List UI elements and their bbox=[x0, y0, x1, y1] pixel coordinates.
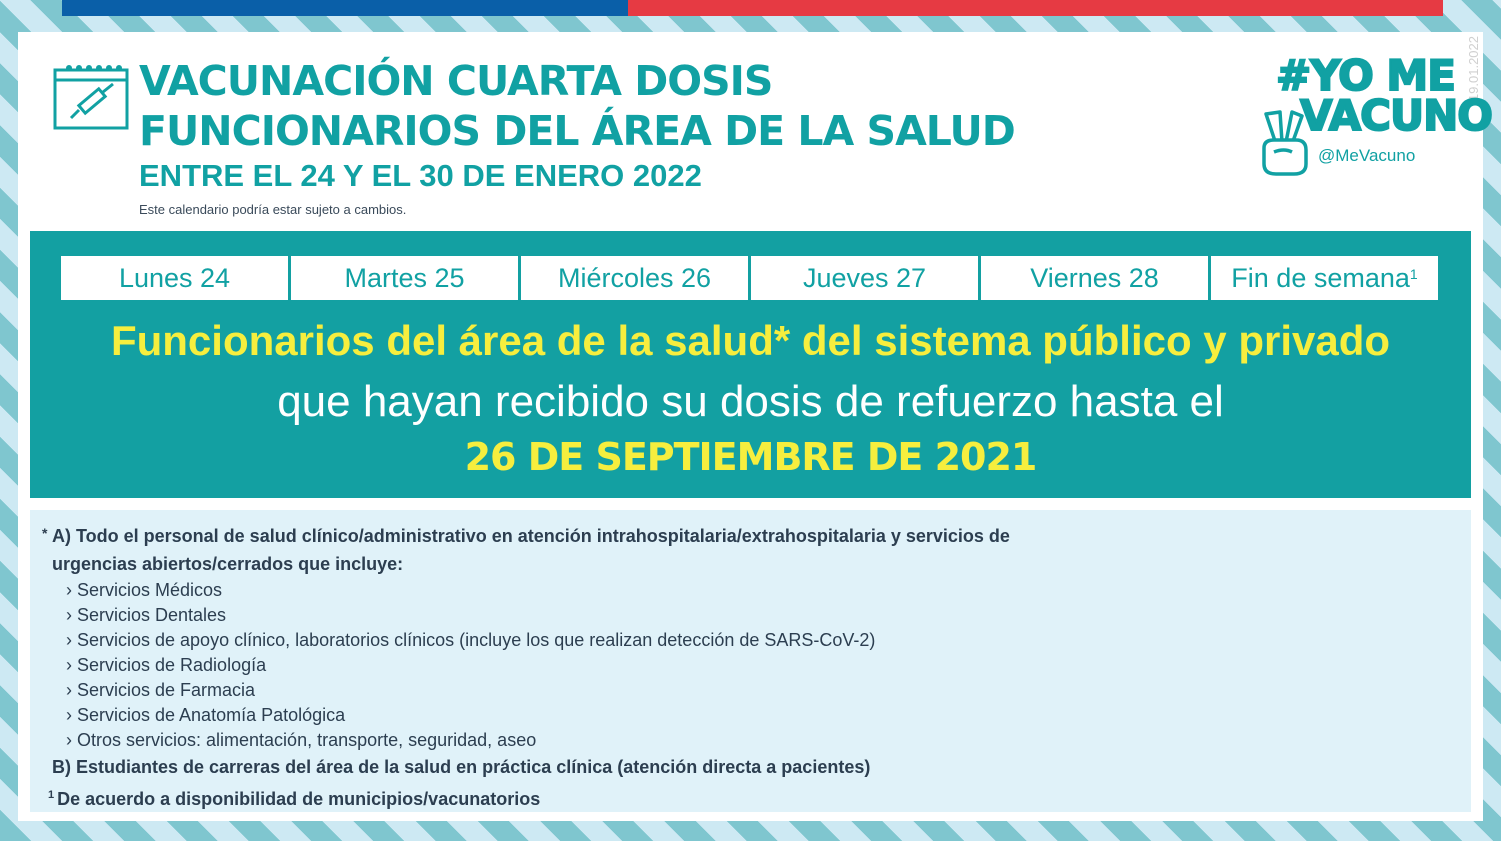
date-stamp: 19.01.2022 bbox=[1466, 36, 1481, 102]
page-title-line-1: VACUNACIÓN CUARTA DOSIS bbox=[139, 57, 773, 105]
footnote-mark: 1 bbox=[48, 789, 55, 801]
note-a-line-2: urgencias abiertos/cerrados que incluye: bbox=[52, 554, 404, 574]
note-b: B) Estudiantes de carreras del área de la salud en práctica clínica (atención directa a pacientes) bbox=[52, 757, 871, 777]
list-item: › Servicios de apoyo clínico, laboratorios clínicos (incluye los que realizan detección de SARS-CoV-2) bbox=[66, 630, 876, 650]
list-item: › Servicios de Radiología bbox=[66, 655, 267, 675]
social-handle: @MeVacuno bbox=[1318, 146, 1416, 165]
day-wednesday: Miércoles 26 bbox=[521, 256, 748, 300]
title-block bbox=[139, 56, 1015, 217]
schedule-panel bbox=[30, 231, 1471, 498]
footnote-text: De acuerdo a disponibilidad de municipios/vacunatorios bbox=[57, 789, 541, 809]
list-item: › Servicios Dentales bbox=[66, 605, 227, 625]
weekday-row bbox=[61, 256, 1438, 300]
cutoff-date: 26 DE SEPTIEMBRE DE 2021 bbox=[464, 435, 1037, 479]
list-item: › Otros servicios: alimentación, transporte, seguridad, aseo bbox=[66, 730, 537, 750]
list-item: › Servicios de Anatomía Patológica bbox=[66, 705, 346, 725]
day-thursday: Jueves 27 bbox=[751, 256, 978, 300]
note-a-mark: * bbox=[42, 525, 48, 541]
list-item: › Servicios de Farmacia bbox=[66, 680, 256, 700]
top-color-bar-red bbox=[628, 0, 1443, 16]
list-item: › Servicios Médicos bbox=[66, 580, 223, 600]
services-list bbox=[42, 578, 1471, 753]
day-monday: Lunes 24 bbox=[61, 256, 288, 300]
weekend-footnote-mark: 1 bbox=[1409, 266, 1418, 282]
disclaimer-text: Este calendario podría estar sujeto a cambios. bbox=[139, 202, 407, 217]
logo-text-line-1: #YO ME bbox=[1276, 51, 1455, 100]
footnote-1 bbox=[42, 781, 1471, 813]
top-color-bar-blue bbox=[62, 0, 628, 16]
victory-hand-icon bbox=[1256, 108, 1312, 178]
poster-card bbox=[18, 32, 1492, 821]
note-a bbox=[42, 522, 1471, 578]
target-group-headline: Funcionarios del área de la salud* del sistema público y privado bbox=[110, 317, 1391, 364]
day-friday: Viernes 28 bbox=[981, 256, 1208, 300]
calendar-syringe-icon bbox=[53, 62, 129, 130]
logo-text-line-2: VACUNO bbox=[1300, 91, 1492, 140]
page-title-line-2: FUNCIONARIOS DEL ÁREA DE LA SALUD bbox=[139, 107, 1015, 155]
footnotes-panel bbox=[30, 510, 1471, 812]
date-range-subtitle: ENTRE EL 24 Y EL 30 DE ENERO 2022 bbox=[139, 158, 702, 193]
note-a-line-1: A) Todo el personal de salud clínico/administrativo en atención intrahospitalaria/extrahospitalaria y servicios de bbox=[52, 526, 1010, 546]
day-tuesday: Martes 25 bbox=[291, 256, 518, 300]
day-weekend: Fin de semana $^1$ bbox=[1211, 256, 1438, 300]
eligibility-condition: que hayan recibido su dosis de refuerzo hasta el bbox=[277, 377, 1224, 426]
